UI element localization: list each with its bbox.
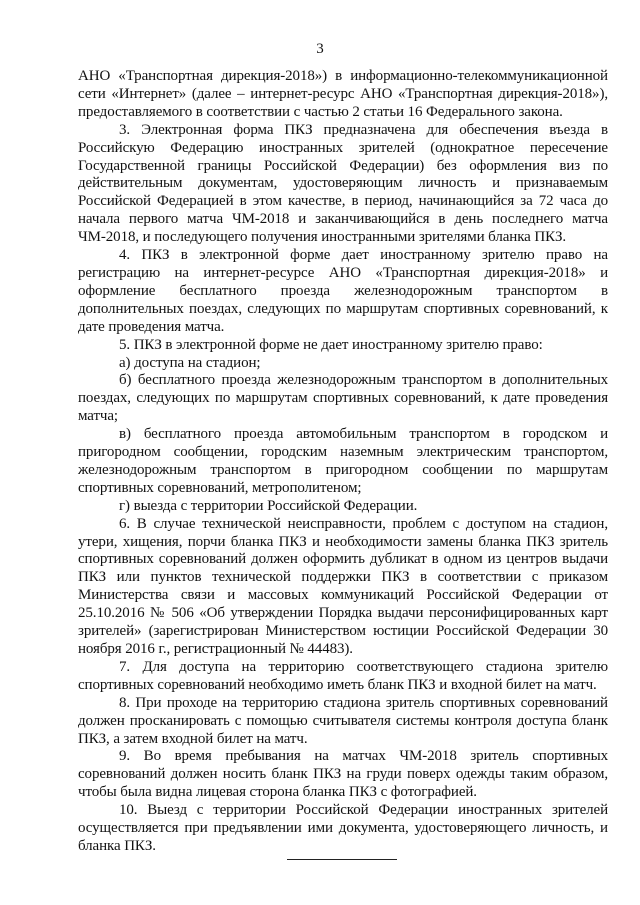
paragraph-5a: а) доступа на стадион;	[119, 354, 261, 371]
end-divider	[287, 859, 397, 860]
document-body	[78, 68, 608, 856]
paragraph-4: 4. ПКЗ в электронной форме дает иностранному зрителю право на регистрацию на интернет-ресурсе АНО «Транспортная дирекция-2018» и оформление бесплатного проезда железнодорожным транспортом в дополнительных поездах, следующих по маршрутам спортивных соревнований, к дате проведения матча.	[78, 247, 608, 335]
paragraph-8: 8. При проходе на территорию стадиона зритель спортивных соревнований должен просканировать с помощью считывателя системы контроля доступа бланк ПКЗ, а затем входной билет на матч.	[78, 694, 608, 747]
paragraph-9: 9. Во время пребывания на матчах ЧМ-2018 зритель спортивных соревнований должен носить бланк ПКЗ на груди поверх одежды таким образом, чтобы была видна лицевая сторона бланка ПКЗ с фотографией.	[78, 748, 608, 801]
paragraph-3: 3. Электронная форма ПКЗ предназначена для обеспечения въезда в Российскую Федерацию иностранных зрителей (однократное пересечение Государственной границы Российской Федерации) без оформления виз по действительным документам, удостоверяющим личность и признаваемым Российской Федерацией в этом качестве, в период, начинающийся за 72 часа до начала первого матча ЧМ-2018 и заканчивающийся в день последнего матча ЧМ-2018, и последующего получения иностранными зрителями бланка ПКЗ.	[78, 121, 608, 246]
paragraph-7: 7. Для доступа на территорию соответствующего стадиона зрителю спортивных соревнований необходимо иметь бланк ПКЗ и входной билет на матч.	[78, 658, 608, 693]
paragraph-5: 5. ПКЗ в электронной форме не дает иностранному зрителю право:	[119, 336, 543, 353]
paragraph-6: 6. В случае технической неисправности, проблем с доступом на стадион, утери, хищения, порчи бланка ПКЗ и необходимости замены бланка ПКЗ зритель спортивных соревнований должен оформить дубликат в одном из центров выдачи ПКЗ или пунктов технической поддержки ПКЗ в соответствии с приказом Министерства связи и массовых коммуникаций Российской Федерации от 25.10.2016 № 506 «Об утверждении Порядка выдачи персонифицированных карт зрителей» (зарегистрирован Министерством юстиции Российской Федерации 30 ноября 2016 г., регистрационный № 44483).	[78, 515, 608, 657]
paragraph-5v: в) бесплатного проезда автомобильным транспортом в городском и пригородном сообщении, городским наземным электрическим транспортом, железнодорожным транспортом в пригородном сообщении по маршрутам спортивных соревнований, метрополитеном;	[78, 426, 608, 496]
page-number: 3	[316, 41, 324, 57]
paragraph-continuation: АНО «Транспортная дирекция-2018») в информационно-телекоммуникационной сети «Интернет» (далее – интернет-ресурс АНО «Транспортная дирекция-2018»), предоставляемого в соответствии с частью 2 статьи 16 Федерального закона.	[78, 68, 608, 120]
paragraph-5g: г) выезда с территории Российской Федерации.	[119, 497, 418, 514]
paragraph-5b: б) бесплатного проезда железнодорожным транспортом в дополнительных поездах, следующих по маршрутам спортивных соревнований, к дате проведения матча;	[78, 372, 608, 425]
paragraph-10: 10. Выезд с территории Российской Федерации иностранных зрителей осуществляется при предъявлении ими документа, удостоверяющего личность, и бланка ПКЗ.	[78, 802, 608, 854]
